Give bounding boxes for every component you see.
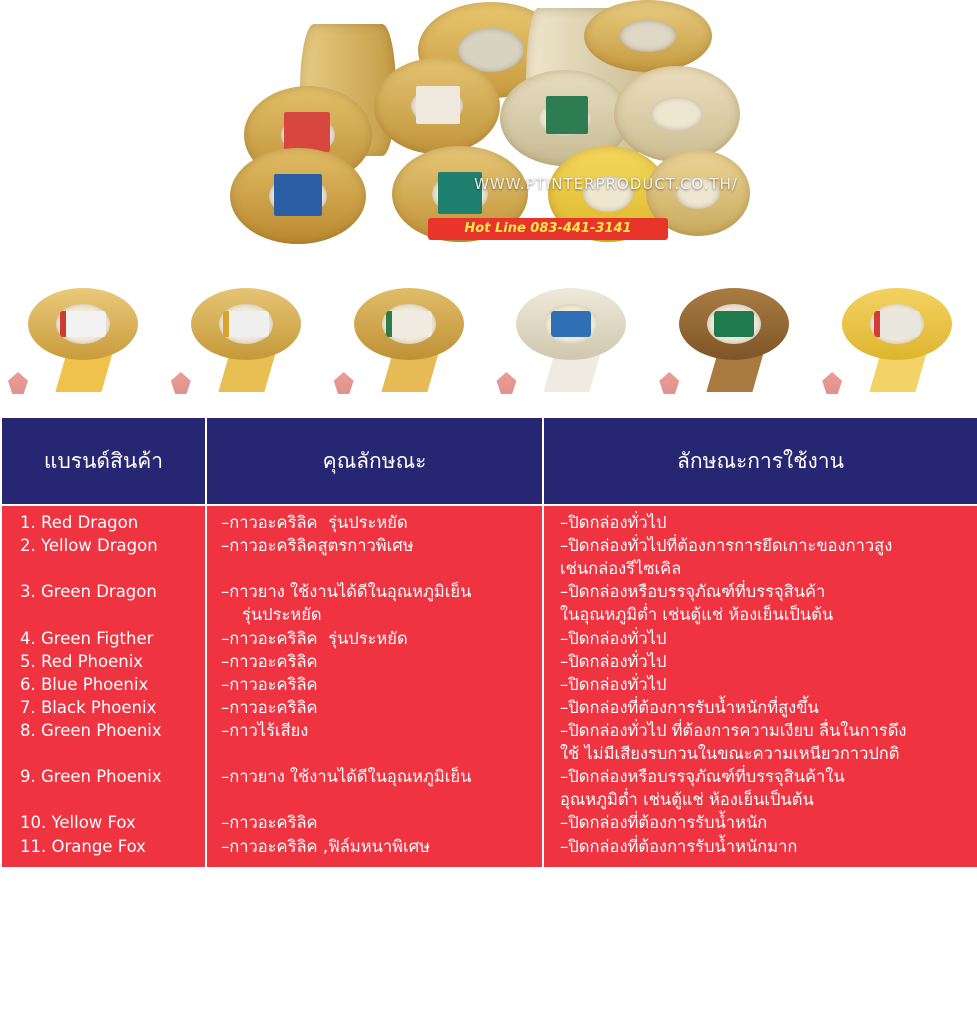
feature-list	[207, 506, 542, 867]
list-item: 3. Green Dragon	[20, 582, 157, 602]
list-item: ใช้ ไม่มีเสียงรบกวนในขณะความเหนียวกาวปกติ	[560, 744, 900, 764]
list-item: –กาวยาง ใช้งานได้ดีในอุณหภูมิเย็น	[221, 582, 472, 602]
tape-roll-right-back	[584, 0, 712, 72]
website-watermark: WWW.PTINTERPRODUCT.CO.TH/	[474, 175, 738, 193]
brand-logo-icon-4	[496, 372, 516, 394]
hero-product-photo	[0, 0, 977, 268]
column-header-usage: ลักษณะการใช้งาน	[543, 417, 977, 505]
brand-logo-icon-2	[171, 372, 191, 394]
brand-cell	[1, 505, 206, 867]
list-item: –ปิดกล่องหรือบรรจุภัณฑ์ที่บรรจุสินค้า	[560, 582, 826, 602]
brand-logo-icon-5	[659, 372, 679, 394]
list-item: –ปิดกล่องทั่วไป	[560, 628, 667, 648]
column-header-feature: คุณลักษณะ	[206, 417, 543, 505]
tape-roll-thumb-4	[516, 288, 626, 360]
tape-label-2	[223, 311, 269, 337]
list-item: –ปิดกล่องทั่วไปที่ต้องการการยึดเกาะของกาวสูง	[560, 536, 893, 556]
thumbnail-yellow-dragon	[163, 268, 326, 416]
list-item: –กาวอะคริลิค ,ฟิล์มหนาพิเศษ	[221, 836, 431, 856]
product-thumbnail-row	[0, 268, 977, 416]
tape-roll-label-white	[416, 86, 460, 124]
list-item: 4. Green Figther	[20, 628, 154, 648]
list-item: เช่นกล่องรีไซเคิล	[560, 559, 682, 579]
list-item: –กาวไร้เสียง	[221, 720, 309, 740]
list-item: –กาวอะคริลิค	[221, 651, 318, 671]
tape-roll-far-right	[614, 66, 740, 162]
feature-cell	[206, 505, 543, 867]
list-item: 10. Yellow Fox	[20, 813, 136, 833]
list-item: 8. Green Phoenix	[20, 720, 162, 740]
thumbnail-green-dragon	[326, 268, 489, 416]
list-item: –กาวอะคริลิค	[221, 813, 318, 833]
brand-logo-icon-3	[334, 372, 354, 394]
list-item: 9. Green Phoenix	[20, 767, 162, 787]
tape-roll-pile	[196, 0, 786, 258]
list-item	[221, 743, 532, 766]
list-item: –ปิดกล่องที่ต้องการรับน้ำหนักมาก	[560, 836, 798, 856]
brand-list	[2, 506, 205, 867]
brand-logo-icon-1	[8, 372, 28, 394]
tape-roll-thumb-2	[191, 288, 301, 360]
list-item: –กาวยาง ใช้งานได้ดีในอุณหภูมิเย็น	[221, 767, 472, 787]
list-item: 2. Yellow Dragon	[20, 536, 158, 556]
list-item: –กาวอะคริลิค รุ่นประหยัด	[221, 513, 408, 532]
list-item: –กาวอะคริลิคสูตรกาวพิเศษ	[221, 536, 414, 556]
list-item	[221, 558, 532, 581]
tape-roll-mid-center	[374, 58, 500, 154]
list-item: 7. Black Phoenix	[20, 697, 157, 717]
thumbnail-red-dragon	[0, 268, 163, 416]
table-header-row	[1, 417, 977, 505]
table-row	[1, 505, 977, 867]
tape-label-6	[874, 311, 920, 337]
tape-label-1	[60, 311, 106, 337]
tape-roll-label-red	[284, 112, 330, 152]
usage-list	[544, 506, 977, 867]
list-item: –ปิดกล่องทั่วไป ที่ต้องการความเงียบ ลื่นในการดึง	[560, 720, 907, 740]
tape-roll-front-left	[230, 148, 366, 244]
list-item: –กาวอะคริลิค รุ่นประหยัด	[221, 628, 408, 648]
list-item: 5. Red Phoenix	[20, 651, 144, 671]
list-item: รุ่นประหยัด	[221, 605, 322, 625]
list-item: 1. Red Dragon	[20, 513, 139, 532]
usage-cell	[543, 505, 977, 867]
list-item: –กาวอะคริลิค	[221, 674, 318, 694]
list-item: –ปิดกล่องหรือบรรจุภัณฑ์ที่บรรจุสินค้าใน	[560, 767, 845, 787]
tape-label-5	[714, 311, 754, 337]
list-item: –ปิดกล่องทั่วไป	[560, 513, 667, 532]
list-item: –ปิดกล่องทั่วไป	[560, 651, 667, 671]
tape-roll-thumb-6	[842, 288, 952, 360]
list-item: –ปิดกล่องที่ต้องการรับน้ำหนักที่สูงขึ้น	[560, 697, 819, 717]
column-header-brand: แบรนด์สินค้า	[1, 417, 206, 505]
list-item: –กาวอะคริลิค	[221, 697, 318, 717]
list-item	[20, 743, 195, 766]
list-item	[20, 558, 195, 581]
tape-roll-thumb-5	[679, 288, 789, 360]
list-item: –ปิดกล่องที่ต้องการรับน้ำหนัก	[560, 813, 768, 833]
thumbnail-yellow-fox	[814, 268, 977, 416]
list-item	[20, 604, 195, 627]
tape-roll-thumb-1	[28, 288, 138, 360]
product-spec-table	[0, 416, 977, 867]
tape-roll-thumb-3	[354, 288, 464, 360]
tape-roll-label-blue	[274, 174, 322, 216]
hotline-banner: Hot Line 083-441-3141	[428, 218, 668, 240]
list-item	[20, 789, 195, 812]
list-item: 11. Orange Fox	[20, 836, 146, 856]
tape-label-4	[551, 311, 591, 337]
brand-logo-icon-6	[822, 372, 842, 394]
thumbnail-blue-phoenix	[488, 268, 651, 416]
list-item	[221, 789, 532, 812]
thumbnail-green-phoenix	[651, 268, 814, 416]
list-item: 6. Blue Phoenix	[20, 674, 149, 694]
list-item: ในอุณหภูมิต่ำ เช่นตู้แช่ ห้องเย็นเป็นต้น	[560, 605, 834, 625]
tape-roll-label-green	[546, 96, 588, 134]
tape-label-3	[386, 311, 432, 337]
list-item: –ปิดกล่องทั่วไป	[560, 674, 667, 694]
list-item: อุณหภูมิต่ำ เช่นตู้แช่ ห้องเย็นเป็นต้น	[560, 790, 814, 810]
